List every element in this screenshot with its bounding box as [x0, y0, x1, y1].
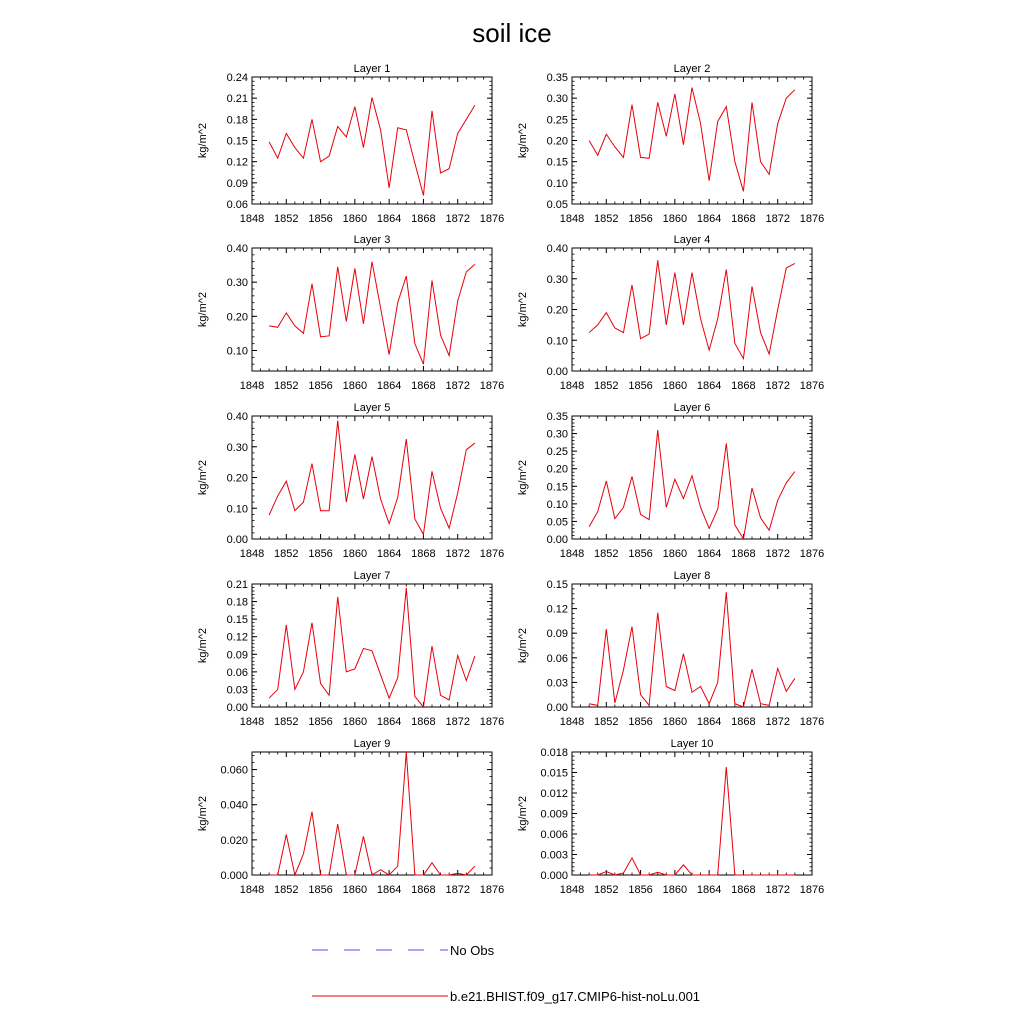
layer-2-xtick-label: 1876: [799, 213, 825, 225]
layer-1-ytick-label: 0.12: [226, 156, 248, 169]
layer-10-xtick-label: 1852: [594, 884, 619, 896]
layer-7-ytick-label: 0.15: [226, 614, 248, 627]
layer-4-xtick-label: 1868: [731, 380, 756, 392]
layer-4-ytick-label: 0.00: [546, 366, 568, 378]
layer-6-xtick-label: 1872: [765, 548, 790, 560]
layer-6-xtick-label: 1864: [696, 548, 722, 560]
layer-10-xtick-label: 1860: [662, 884, 688, 896]
layer-10-ytick-label: 0.003: [540, 849, 568, 862]
layer-7-xtick-label: 1864: [376, 716, 402, 728]
layer-2-ytick-label: 0.15: [546, 156, 568, 169]
layer-7-xtick-label: 1868: [411, 716, 436, 728]
layer-6-xtick-label: 1876: [799, 548, 825, 560]
layer-8-xtick-label: 1876: [799, 716, 825, 728]
layer-1-ytick-label: 0.24: [226, 72, 248, 84]
layer-7-ylabel: kg/m^2: [197, 627, 209, 664]
layer-7-xtick-label: 1856: [308, 716, 333, 728]
layer-7-ytick-label: 0.18: [226, 596, 248, 609]
layer-1-title: Layer 1: [353, 63, 391, 75]
layer-3-ytick-label: 0.20: [226, 311, 248, 324]
layer-5-xtick-label: 1872: [445, 548, 470, 560]
layer-7-ytick-label: 0.09: [226, 649, 248, 662]
layer-10-ytick-label: 0.006: [540, 829, 568, 841]
layer-7-ytick-label: 0.12: [226, 631, 248, 644]
layer-4-xtick-label: 1872: [765, 380, 790, 392]
layer-1-xtick-label: 1876: [479, 213, 505, 225]
layer-2-ytick-label: 0.25: [546, 114, 568, 127]
layer-10-xtick-label: 1848: [559, 884, 585, 896]
layer-10-xtick-label: 1864: [696, 884, 722, 896]
layer-5-title: Layer 5: [353, 402, 391, 414]
layer-2-ytick-label: 0.05: [546, 199, 568, 211]
layer-7-xtick-label: 1876: [479, 716, 505, 728]
layer-1-xtick-label: 1872: [445, 213, 470, 225]
layer-8-ylabel: kg/m^2: [517, 627, 529, 664]
layer-10-xtick-label: 1876: [799, 884, 825, 896]
layer-1-ytick-label: 0.18: [226, 114, 248, 127]
layer-2-xtick-label: 1848: [559, 213, 585, 225]
layer-8-xtick-label: 1868: [731, 716, 756, 728]
layer-8-ytick-label: 0.00: [546, 702, 568, 714]
layer-5-xtick-label: 1868: [411, 548, 436, 560]
layer-3-xtick-label: 1868: [411, 380, 436, 392]
layer-4-xtick-label: 1864: [696, 380, 722, 392]
figure-title: soil ice: [472, 18, 552, 48]
layer-2-ytick-label: 0.30: [546, 93, 568, 106]
layer-9-xtick-label: 1848: [239, 884, 265, 896]
layer-10-xtick-label: 1868: [731, 884, 756, 896]
layer-5-ylabel: kg/m^2: [197, 459, 209, 496]
layer-8-title: Layer 8: [673, 570, 711, 582]
layer-9-ytick-label: 0.060: [220, 764, 248, 777]
layer-10-ytick-label: 0.015: [540, 767, 568, 780]
layer-5-xtick-label: 1876: [479, 548, 505, 560]
layer-3-title: Layer 3: [353, 234, 391, 246]
layer-8-xtick-label: 1856: [628, 716, 653, 728]
layer-2-xtick-label: 1868: [731, 213, 756, 225]
layer-4-xtick-label: 1860: [662, 380, 688, 392]
layer-8-xtick-label: 1860: [662, 716, 688, 728]
layer-2-xtick-label: 1856: [628, 213, 653, 225]
layer-8-ytick-label: 0.09: [546, 628, 568, 641]
layer-8-xtick-label: 1852: [594, 716, 619, 728]
layer-4-ytick-label: 0.10: [546, 335, 568, 348]
layer-2-title: Layer 2: [673, 63, 711, 75]
layer-6-xtick-label: 1860: [662, 548, 688, 560]
layer-3-xtick-label: 1860: [342, 380, 368, 392]
layer-4-ytick-label: 0.40: [546, 243, 568, 255]
layer-4-ytick-label: 0.30: [546, 273, 568, 286]
legend-label-no-obs: No Obs: [450, 943, 495, 958]
layer-7-xtick-label: 1848: [239, 716, 265, 728]
layer-9-xtick-label: 1876: [479, 884, 505, 896]
layer-8-xtick-label: 1864: [696, 716, 722, 728]
legend-label-model: b.e21.BHIST.f09_g17.CMIP6-hist-noLu.001: [450, 989, 701, 1004]
layer-8-xtick-label: 1848: [559, 716, 585, 728]
layer-3-ylabel: kg/m^2: [197, 291, 209, 328]
layer-1-ytick-label: 0.06: [226, 199, 248, 211]
layer-5-ytick-label: 0.40: [226, 411, 248, 423]
layer-1-ytick-label: 0.15: [226, 135, 248, 148]
layer-9-xtick-label: 1872: [445, 884, 470, 896]
layer-6-ytick-label: 0.35: [546, 411, 568, 423]
layer-6-ytick-label: 0.20: [546, 463, 568, 476]
layer-10-xtick-label: 1872: [765, 884, 790, 896]
layer-1-xtick-label: 1864: [376, 213, 402, 225]
layer-2-ylabel: kg/m^2: [517, 122, 529, 159]
layer-10-ytick-label: 0.018: [540, 747, 568, 759]
layer-1-xtick-label: 1856: [308, 213, 333, 225]
layer-4-xtick-label: 1848: [559, 380, 585, 392]
layer-6-xtick-label: 1852: [594, 548, 619, 560]
layer-6-ytick-label: 0.25: [546, 446, 568, 459]
layer-7-ytick-label: 0.00: [226, 702, 248, 714]
layer-3-xtick-label: 1876: [479, 380, 505, 392]
layer-1-ytick-label: 0.21: [226, 93, 248, 106]
layer-7-title: Layer 7: [353, 570, 391, 582]
layer-5-xtick-label: 1860: [342, 548, 368, 560]
layer-7-xtick-label: 1860: [342, 716, 368, 728]
layer-9-xtick-label: 1864: [376, 884, 402, 896]
layer-9-xtick-label: 1852: [274, 884, 299, 896]
layer-6-title: Layer 6: [673, 402, 711, 414]
layer-6-ytick-label: 0.10: [546, 498, 568, 511]
layer-5-ytick-label: 0.00: [226, 534, 248, 546]
layer-4-xtick-label: 1876: [799, 380, 825, 392]
layer-6-ylabel: kg/m^2: [517, 459, 529, 496]
layer-7-ytick-label: 0.03: [226, 684, 248, 697]
layer-7-xtick-label: 1852: [274, 716, 299, 728]
layer-8-ytick-label: 0.06: [546, 652, 568, 665]
layer-5-ytick-label: 0.20: [226, 472, 248, 485]
layer-5-xtick-label: 1852: [274, 548, 299, 560]
layer-8-ytick-label: 0.12: [546, 603, 568, 616]
layer-5-ytick-label: 0.30: [226, 441, 248, 454]
layer-4-title: Layer 4: [673, 234, 711, 246]
layer-6-xtick-label: 1856: [628, 548, 653, 560]
layer-9-ytick-label: 0.000: [220, 870, 248, 882]
layer-3-xtick-label: 1848: [239, 380, 265, 392]
layer-6-xtick-label: 1868: [731, 548, 756, 560]
layer-6-ytick-label: 0.15: [546, 481, 568, 494]
layer-10-title: Layer 10: [670, 738, 714, 750]
layer-5-ytick-label: 0.10: [226, 503, 248, 516]
layer-9-xtick-label: 1868: [411, 884, 436, 896]
layer-3-xtick-label: 1872: [445, 380, 470, 392]
layer-4-xtick-label: 1856: [628, 380, 653, 392]
layer-10-ytick-label: 0.000: [540, 870, 568, 882]
layer-2-ytick-label: 0.10: [546, 177, 568, 190]
layer-3-ytick-label: 0.40: [226, 243, 248, 255]
layer-9-ylabel: kg/m^2: [197, 795, 209, 832]
layer-2-ytick-label: 0.20: [546, 135, 568, 148]
layer-2-ytick-label: 0.35: [546, 72, 568, 84]
layer-4-ylabel: kg/m^2: [517, 291, 529, 328]
layer-2-xtick-label: 1864: [696, 213, 722, 225]
layer-8-xtick-label: 1872: [765, 716, 790, 728]
layer-4-ytick-label: 0.20: [546, 304, 568, 317]
layer-9-xtick-label: 1856: [308, 884, 333, 896]
layer-3-xtick-label: 1856: [308, 380, 333, 392]
layer-9-xtick-label: 1860: [342, 884, 368, 896]
layer-2-xtick-label: 1872: [765, 213, 790, 225]
layer-6-xtick-label: 1848: [559, 548, 585, 560]
layer-1-xtick-label: 1868: [411, 213, 436, 225]
layer-5-xtick-label: 1848: [239, 548, 265, 560]
layer-7-xtick-label: 1872: [445, 716, 470, 728]
layer-10-xtick-label: 1856: [628, 884, 653, 896]
layer-1-xtick-label: 1852: [274, 213, 299, 225]
layer-7-ytick-label: 0.06: [226, 666, 248, 679]
layer-7-ytick-label: 0.21: [226, 579, 248, 591]
layer-8-ytick-label: 0.15: [546, 579, 568, 591]
layer-5-xtick-label: 1856: [308, 548, 333, 560]
layer-3-xtick-label: 1864: [376, 380, 402, 392]
layer-10-ylabel: kg/m^2: [517, 795, 529, 832]
layer-1-ytick-label: 0.09: [226, 177, 248, 190]
layer-1-xtick-label: 1848: [239, 213, 265, 225]
layer-9-title: Layer 9: [353, 738, 391, 750]
layer-3-ytick-label: 0.10: [226, 345, 248, 358]
layer-6-ytick-label: 0.00: [546, 534, 568, 546]
layer-9-ytick-label: 0.040: [220, 799, 248, 812]
layer-9-ytick-label: 0.020: [220, 834, 248, 847]
layer-3-ytick-label: 0.30: [226, 277, 248, 290]
layer-2-xtick-label: 1860: [662, 213, 688, 225]
layer-1-ylabel: kg/m^2: [197, 122, 209, 159]
layer-6-ytick-label: 0.30: [546, 428, 568, 441]
layer-10-ytick-label: 0.012: [540, 788, 568, 800]
layer-3-xtick-label: 1852: [274, 380, 299, 392]
layer-1-xtick-label: 1860: [342, 213, 368, 225]
layer-10-ytick-label: 0.009: [540, 808, 568, 821]
layer-2-xtick-label: 1852: [594, 213, 619, 225]
layer-5-xtick-label: 1864: [376, 548, 402, 560]
layer-6-ytick-label: 0.05: [546, 516, 568, 529]
layer-4-xtick-label: 1852: [594, 380, 619, 392]
layer-8-ytick-label: 0.03: [546, 677, 568, 690]
